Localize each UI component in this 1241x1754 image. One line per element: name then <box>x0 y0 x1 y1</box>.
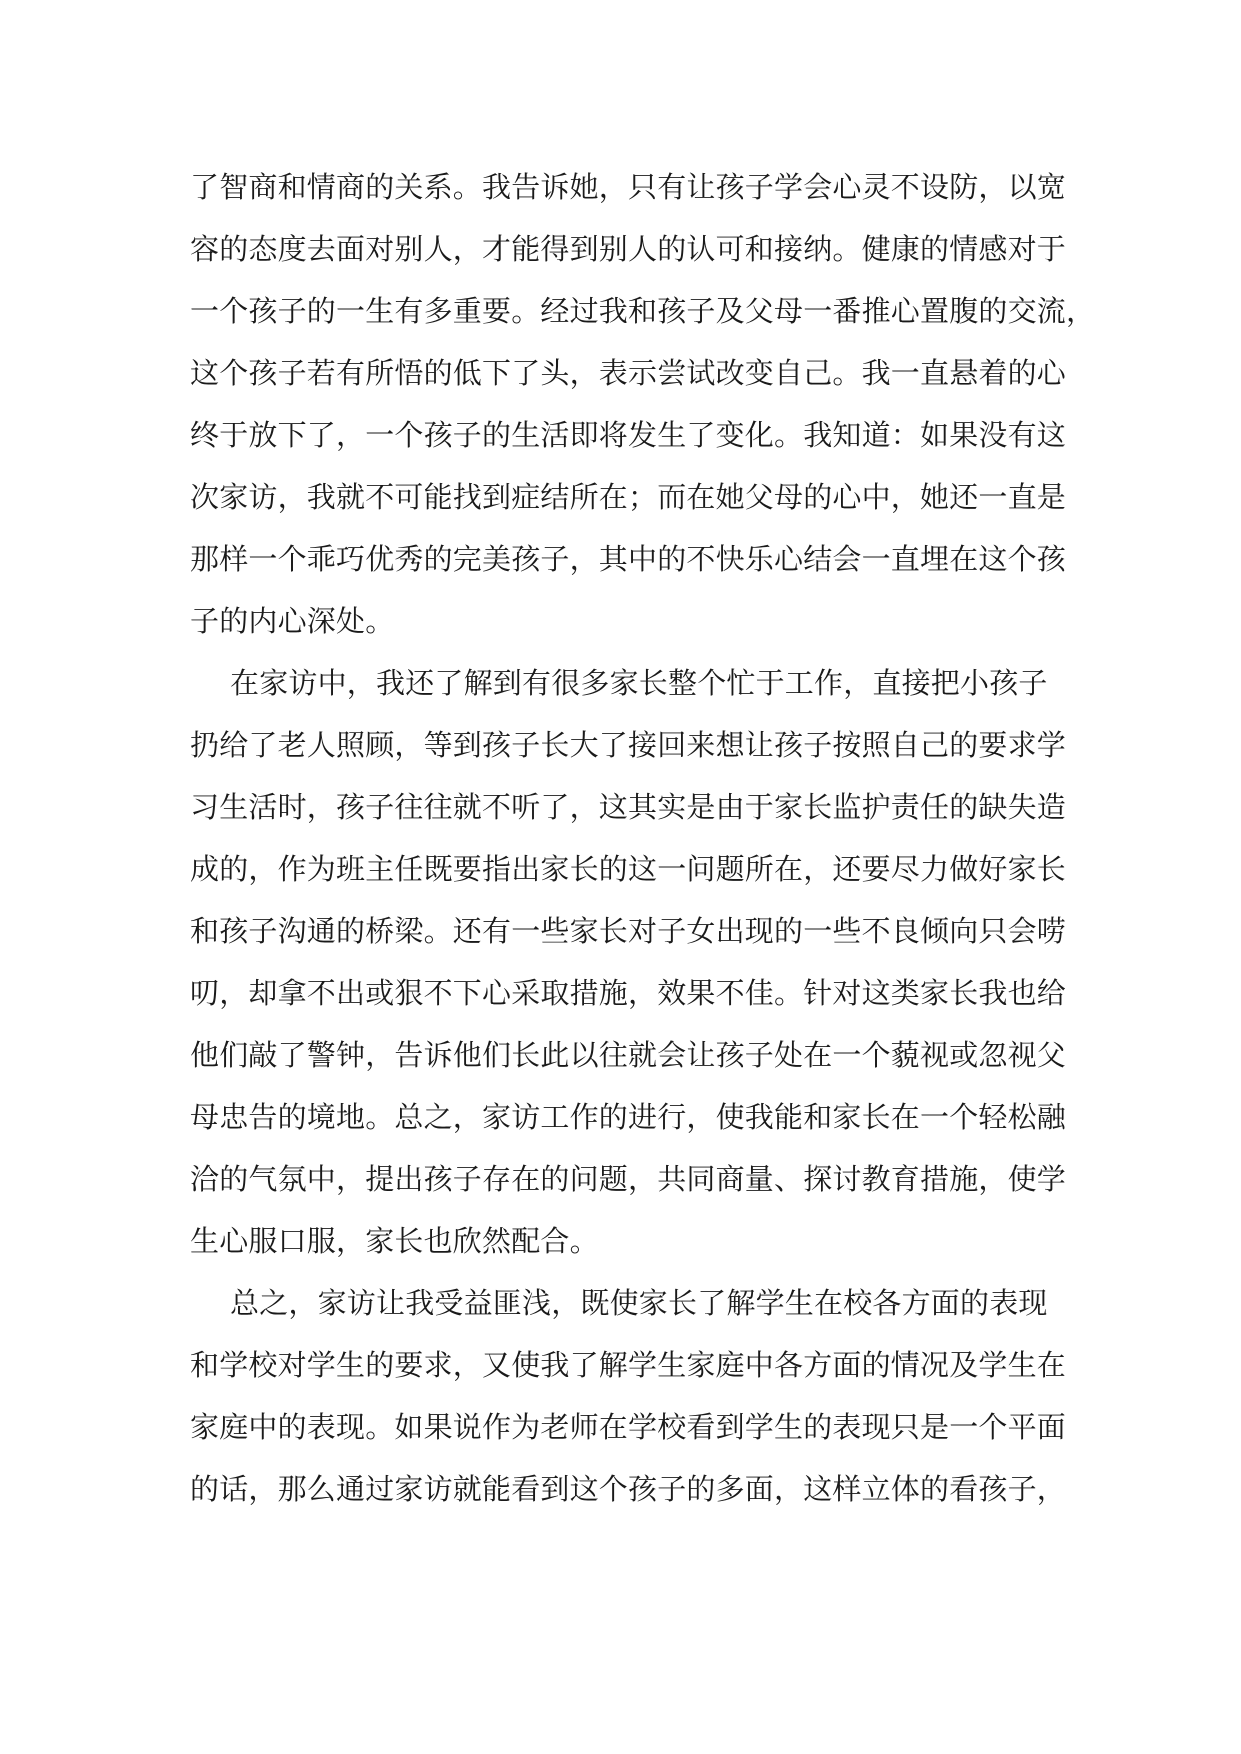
text-line: 容的态度去面对别人，才能得到别人的认可和接纳。健康的情感对于 <box>190 232 1067 266</box>
text-line: 那样一个乖巧优秀的完美孩子，其中的不快乐心结会一直埋在这个孩 <box>190 542 1067 576</box>
text-line: 了智商和情商的关系。我告诉她，只有让孩子学会心灵不设防，以宽 <box>190 170 1067 204</box>
body-text <box>190 156 1096 1520</box>
text-line: 成的，作为班主任既要指出家长的这一问题所在，还要尽力做好家长 <box>190 852 1067 886</box>
text-line: 子的内心深处。 <box>190 604 395 638</box>
text-line: 一个孩子的一生有多重要。经过我和孩子及父母一番推心置腹的交流， <box>190 294 1096 328</box>
text-line: 习生活时，孩子往往就不听了，这其实是由于家长监护责任的缺失造 <box>190 790 1067 824</box>
text-line: 家庭中的表现。如果说作为老师在学校看到学生的表现只是一个平面 <box>190 1410 1067 1444</box>
text-line: 母忠告的境地。总之，家访工作的进行，使我能和家长在一个轻松融 <box>190 1100 1067 1134</box>
text-line: 洽的气氛中，提出孩子存在的问题，共同商量、探讨教育措施，使学 <box>190 1162 1067 1196</box>
text-line: 次家访，我就不可能找到症结所在；而在她父母的心中，她还一直是 <box>190 480 1067 514</box>
paragraph-first-line: 在家访中，我还了解到有很多家长整个忙于工作，直接把小孩子 <box>230 666 1048 700</box>
text-line: 终于放下了，一个孩子的生活即将发生了变化。我知道：如果没有这 <box>190 418 1067 452</box>
text-line: 扔给了老人照顾，等到孩子长大了接回来想让孩子按照自己的要求学 <box>190 728 1067 762</box>
text-line: 他们敲了警钟，告诉他们长此以往就会让孩子处在一个藐视或忽视父 <box>190 1038 1067 1072</box>
text-line: 和孩子沟通的桥梁。还有一些家长对子女出现的一些不良倾向只会唠 <box>190 914 1067 948</box>
text-line: 这个孩子若有所悟的低下了头，表示尝试改变自己。我一直悬着的心 <box>190 356 1067 390</box>
paragraph-first-line: 总之，家访让我受益匪浅，既使家长了解学生在校各方面的表现 <box>230 1286 1048 1320</box>
text-line: 和学校对学生的要求，又使我了解学生家庭中各方面的情况及学生在 <box>190 1348 1067 1382</box>
text-line: 叨，却拿不出或狠不下心采取措施，效果不佳。针对这类家长我也给 <box>190 976 1067 1010</box>
text-line: 的话，那么通过家访就能看到这个孩子的多面，这样立体的看孩子， <box>190 1472 1067 1506</box>
text-line: 生心服口服，家长也欣然配合。 <box>190 1224 599 1258</box>
